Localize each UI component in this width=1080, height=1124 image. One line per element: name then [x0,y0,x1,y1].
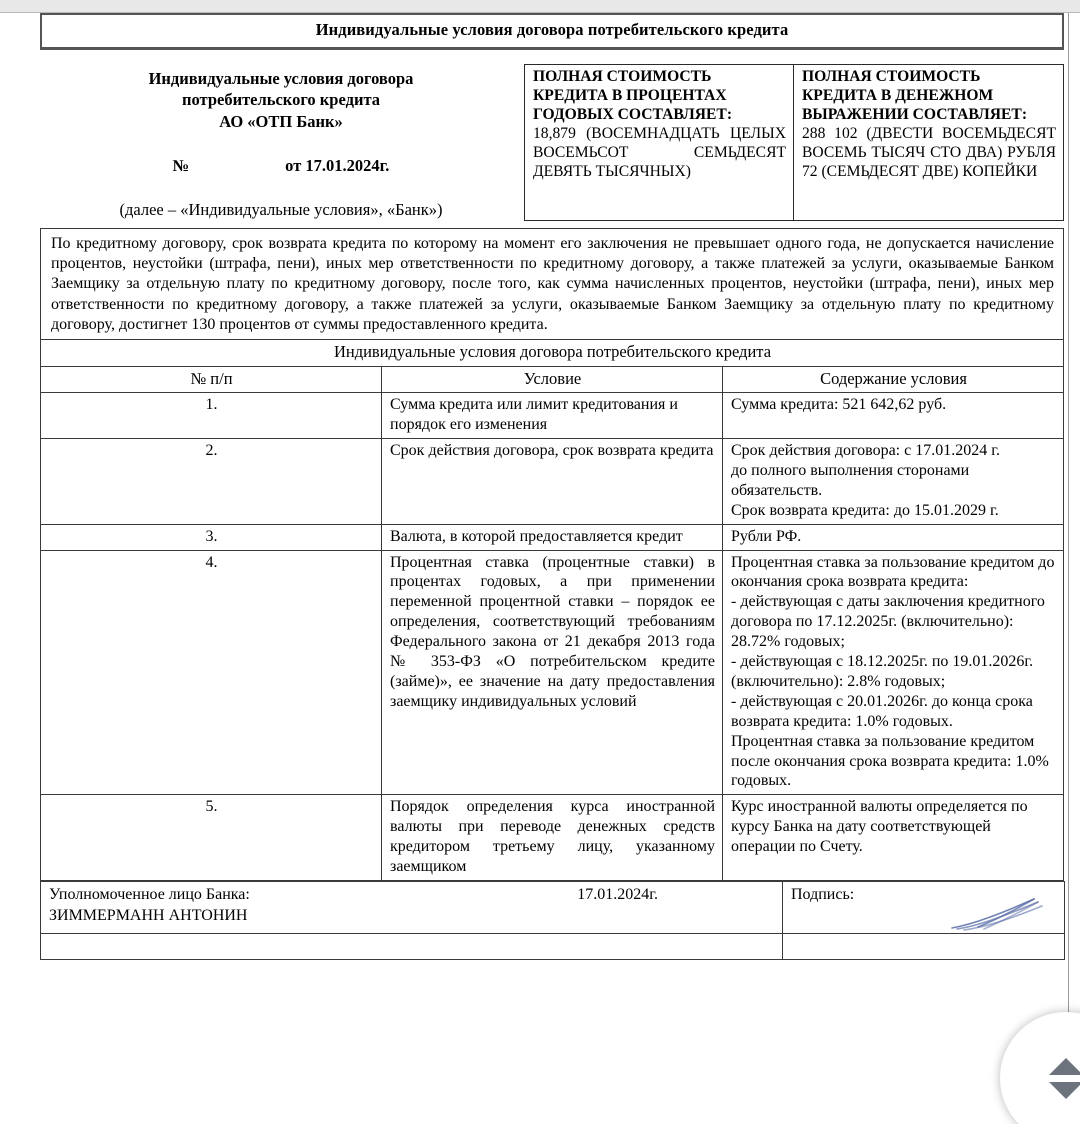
row-condition-cell: Порядок определения курса иностранной валюты при переводе денежных средств кредитором третьему лицу, указанному заемщиком [382,795,723,881]
content-line: Срок возврата кредита: до 15.01.2029 г. [731,501,999,519]
content-line: до полного выполнения сторонами обязательств. [731,461,970,499]
row-content-cell [723,438,1064,524]
signature-date: 17.01.2024г. [577,886,658,904]
content-line: Процентная ставка за пользование кредитом после окончания срока возврата кредита: 1.0% годовых. [731,732,1049,790]
row-number-cell: 4. [41,550,382,795]
triangle-up-icon[interactable] [1049,1058,1080,1075]
page-right-edge [1068,13,1069,1124]
row-condition-cell: Процентная ставка (процентные ставки) в процентах годовых, а при применении переменной процентной ставки – порядок ее определения, соответствующий требованиям Федерального закона от 21 декабря 2013 года № 353-ФЗ «О потребительском кредите (займе)», ее значение на дату предоставления заемщику индивидуальных условий [382,550,723,795]
row-content-cell [723,524,1064,550]
header-title-line-1: Индивидуальные условия договора [148,69,414,88]
row-number-cell: 5. [41,795,382,881]
row-number-cell: 3. [41,524,382,550]
document-body [40,13,1064,960]
header-left-block [40,64,524,221]
document-header [40,64,1064,221]
table-row [41,524,1064,550]
row-condition-cell: Сумма кредита или лимит кредитования и порядок его изменения [382,393,723,439]
document-title-bar: Индивидуальные условия договора потребительского кредита [40,13,1064,50]
header-title-line-3: АО «ОТП Банк» [219,111,343,131]
row-content-cell [723,550,1064,795]
signature-right-cell [783,882,1065,934]
table-header-row [41,366,1064,393]
full-cost-percent-heading: ПОЛНАЯ СТОИМОСТЬ КРЕДИТА В ПРОЦЕНТАХ ГОДОВЫХ СОСТАВЛЯЕТ: [533,68,733,123]
header-title-line-2: потребительского кредита [181,90,381,110]
intro-clause-paragraph: По кредитному договору, срок возврата кредита по которому на момент его заключения не превышает одного года, не допускается начисление процентов, неустойки (штрафа, пени), иных мер ответственности по кредитному договору, а также платежей за услуги, оказываемые Банком Заемщику за отдельную плату по кредитному договору, после того, как сумма начисленных процентов, неустойки (штрафа, пени), иных мер ответственности по кредитному договору, а также платежей за услуги, оказываемые Банком Заемщику за отдельную плату по кредитному договору, достигнет 130 процентов от суммы предоставленного кредита. [40,228,1064,339]
table-rows-body [41,393,1064,881]
content-line: Сумма кредита: 521 642,62 руб. [731,396,947,414]
content-line: Курс иностранной валюты определяется по курсу Банка на дату соответствующей операции по Счету. [731,798,1028,856]
row-condition-cell: Срок действия договора, срок возврата кредита [382,438,723,524]
full-cost-percent-box [524,64,794,221]
row-number-cell: 1. [41,393,382,439]
content-line: - действующая с 20.01.2026г. до конца срока возврата кредита: 1.0% годовых. [731,692,1033,730]
table-row [41,795,1064,881]
header-subtitle: (далее – «Индивидуальные условия», «Банк») [119,200,443,220]
content-line: Срок действия договора: с 17.01.2024 г. [731,441,1000,459]
header-bank-title [48,68,514,132]
authorized-person-name: ЗИММЕРМАНН АНТОНИН [49,907,248,925]
column-header-condition: Условие [382,366,723,393]
table-caption-row [41,340,1064,367]
signature-left-cell [41,882,783,934]
content-line: - действующая с 18.12.2025г. по 19.01.2026г. (включительно): 2.8% годовых; [731,653,1034,690]
scroll-control[interactable] [1000,1012,1080,1124]
page-top-gutter [0,0,1080,13]
full-cost-percent-value: 18,879 (ВОСЕМНАДЦАТЬ ЦЕЛЫХ ВОСЕМЬСОТ СЕМЬДЕСЯТ ДЕВЯТЬ ТЫСЯЧНЫХ) [533,124,786,180]
column-header-number: № п/п [41,366,382,393]
signature-row [41,882,1065,934]
column-header-content: Содержание условия [723,366,1064,393]
table-row [41,393,1064,439]
row-content-cell [723,795,1064,881]
table-row [41,438,1064,524]
handwritten-signature-mark [948,896,1052,934]
signature-label: Подпись: [791,886,855,904]
authorized-person-label: Уполномоченное лицо Банка: [49,886,250,904]
signature-blank-row [41,933,1065,959]
table-row [41,550,1064,795]
header-number-date-line [48,156,514,176]
full-cost-money-value: 288 102 (ДВЕСТИ ВОСЕМЬДЕСЯТ ВОСЕМЬ ТЫСЯЧ СТО ДВА) РУБЛЯ 72 (СЕМЬДЕСЯТ ДВЕ) КОПЕЙКИ [802,124,1056,180]
full-cost-money-box [794,64,1064,221]
authorized-person-row [49,885,774,905]
triangle-down-icon[interactable] [1049,1082,1080,1099]
contract-date: от 17.01.2024г. [285,156,390,176]
individual-conditions-table [40,339,1064,881]
contract-number-label: № [172,156,190,176]
content-line: Процентная ставка за пользование кредитом до окончания срока возврата кредита: [731,553,1055,591]
content-line: - действующая с даты заключения кредитного договора по 17.12.2025г. (включительно): 28.72% годовых; [731,593,1045,651]
content-line: Рубли РФ. [731,527,802,545]
row-number-cell: 2. [41,438,382,524]
signature-blank-left [41,933,783,959]
row-condition-cell: Валюта, в которой предоставляется кредит [382,524,723,550]
signature-blank-right [783,933,1065,959]
full-cost-money-heading: ПОЛНАЯ СТОИМОСТЬ КРЕДИТА В ДЕНЕЖНОМ ВЫРАЖЕНИИ СОСТАВЛЯЕТ: [802,68,1028,123]
signature-table [40,881,1065,960]
row-content-cell [723,393,1064,439]
table-caption: Индивидуальные условия договора потребительского кредита [41,340,1064,367]
